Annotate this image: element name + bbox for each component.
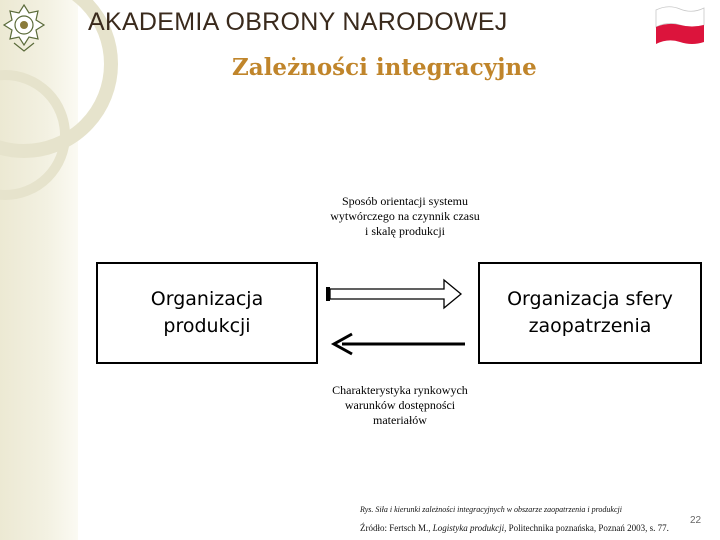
source-rest: Politechnika poznańska, Poznań 2003, s. 77. bbox=[506, 523, 669, 533]
left-arrow-icon bbox=[334, 334, 465, 354]
top-relation-note: Sposób orientacji systemu wytwórczego na czynnik czasu i skalę produkcji bbox=[330, 194, 480, 238]
figure-caption: Rys. Siła i kierunki zależności integracyjnych w obszarze zaopatrzenia i produkcji bbox=[360, 505, 622, 514]
university-emblem-icon bbox=[2, 3, 46, 53]
bottom-relation-note: Charakterystyka rynkowych warunków dostępności materiałów bbox=[332, 383, 468, 427]
relation-arrows bbox=[318, 270, 478, 360]
source-book-title: Logistyka produkcji, bbox=[432, 523, 507, 533]
right-arrow-icon bbox=[326, 280, 461, 308]
poland-flag-icon bbox=[654, 4, 706, 48]
slide-subtitle: Zależności integracyjne bbox=[232, 54, 537, 81]
supply-organization-box bbox=[478, 262, 702, 364]
supply-organization-label: Organizacja sfery zaopatrzenia bbox=[507, 288, 673, 337]
source-prefix: Źródło: Fertsch M., bbox=[360, 523, 433, 533]
production-organization-label: Organizacja produkcji bbox=[150, 288, 264, 337]
page-title: AKADEMIA OBRONY NARODOWEJ bbox=[88, 8, 508, 36]
production-organization-box bbox=[96, 262, 318, 364]
page-number: 22 bbox=[690, 515, 702, 526]
source-citation bbox=[360, 523, 669, 533]
